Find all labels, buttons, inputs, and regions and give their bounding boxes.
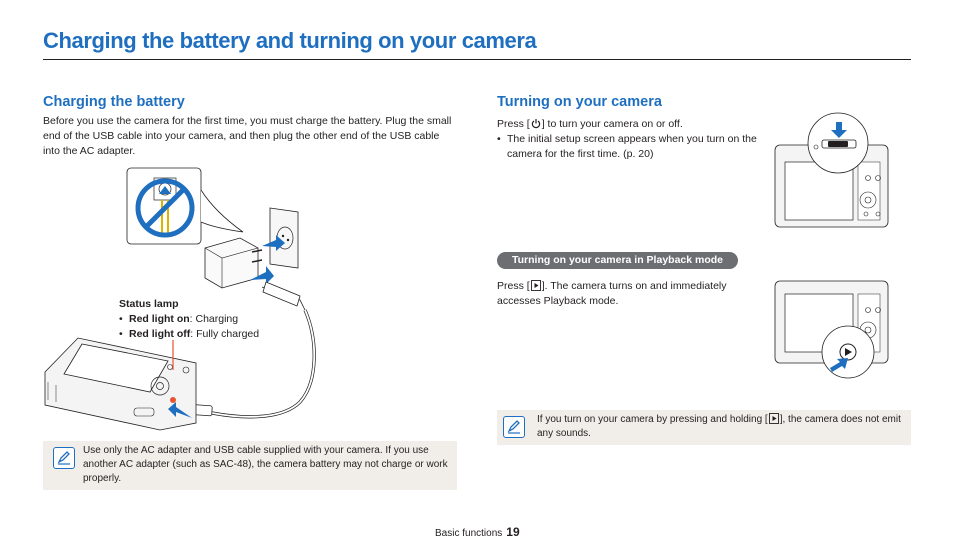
status-lamp-dot	[170, 397, 176, 403]
power-instructions: Press [ ] to turn your camera on or off. • The initial setup screen appears when you turn on the camera for the first time. (p. 20)	[497, 117, 762, 162]
camera-power-view	[775, 113, 888, 227]
note-icon	[503, 416, 525, 438]
page-footer	[435, 525, 520, 539]
wall-socket	[270, 208, 298, 268]
note-icon	[53, 447, 75, 469]
camera-playback-view	[775, 281, 888, 378]
list-item: • Red light off: Fully charged	[119, 327, 259, 342]
power-icon	[531, 118, 541, 129]
playback-icon	[769, 413, 779, 424]
list-item: • The initial setup screen appears when you turn on the camera for the first time. (p. 20)	[497, 132, 762, 162]
playback-instructions: Press [ ]. The camera turns on and immediately accesses Playback mode.	[497, 280, 727, 307]
no-wall-plug-callout	[127, 168, 243, 244]
list-item: • Red light on: Charging	[119, 312, 259, 327]
turning-on-heading: Turning on your camera	[497, 94, 662, 110]
playback-note	[497, 410, 911, 445]
charging-note	[43, 441, 457, 490]
playback-mode-badge: Turning on your camera in Playback mode	[497, 252, 738, 269]
page-number: 19	[506, 525, 520, 539]
playback-note-text: If you turn on your camera by pressing and holding [ ], the camera does not emit any sounds.	[537, 414, 901, 439]
playback-icon	[531, 280, 541, 291]
footer-section: Basic functions	[435, 528, 503, 539]
page-title: Charging the battery and turning on your camera	[43, 28, 537, 53]
status-lamp-legend	[119, 297, 259, 342]
charging-note-text: Use only the AC adapter and USB cable supplied with your camera. If you use another AC adapter (such as SAC-48), the camera battery may not charge or work properly.	[83, 445, 448, 484]
status-lamp-title: Status lamp	[119, 298, 179, 310]
ac-adapter	[205, 238, 262, 288]
charging-paragraph: Before you use the camera for the first time, you must charge the battery. Plug the small end of the USB cable into your camera, and then plug the other end of the USB cable into the AC adapter.	[43, 115, 452, 157]
charging-heading: Charging the battery	[43, 94, 185, 110]
